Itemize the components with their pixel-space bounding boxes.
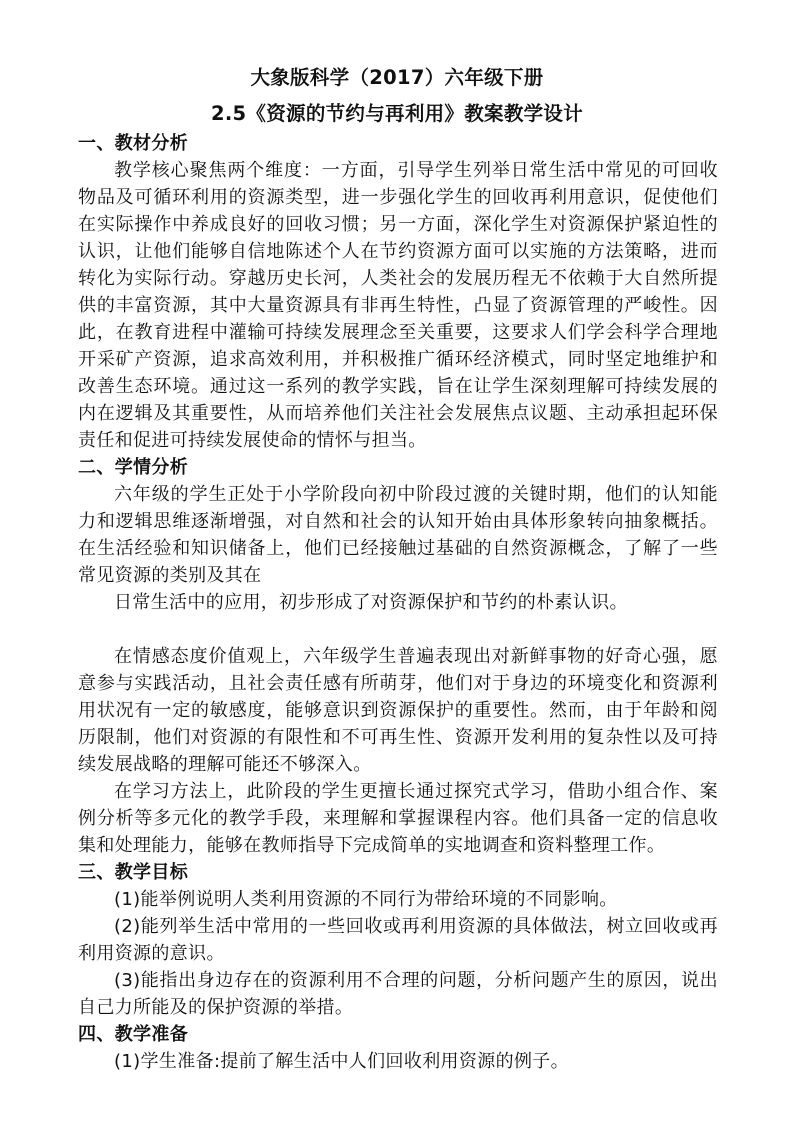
objective-item: (2)能列举生活中常用的一些回收或再利用资源的具体做法，树立回收或再利用资源的意识。 <box>78 916 718 964</box>
document-subtitle: 2.5《资源的节约与再利用》教案教学设计 <box>210 102 584 125</box>
section-heading-learner-analysis: 二、学情分析 <box>78 457 189 478</box>
section-heading-teaching-preparation: 四、教学准备 <box>78 1024 189 1045</box>
objective-item: (3)能指出身边存在的资源利用不合理的问题，分析问题产生的原因，说出自己力所能及的保护资源的举措。 <box>78 970 718 1018</box>
paragraph: 教学核心聚焦两个维度：一方面，引导学生列举日常生活中常见的可回收物品及可循环利用的资源类型，进一步强化学生的回收再利用意识，促使他们在实际操作中养成良好的回收习惯；另一方面，深化学生对资源保护紧迫性的认识，让他们能够自信地陈述个人在节约资源方面可以实施的方法策略，进而转化为实际行动。穿越历史长河，人类社会的发展历程无不依赖于大自然所提供的丰富资源，其中大量资源具有非再生特性，凸显了资源管理的严峻性。因此，在教育进程中灌输可持续发展理念至关重要，这要求人们学会科学合理地开采矿产资源，追求高效利用，并积极推广循环经济模式，同时坚定地维护和改善生态环境。通过这一系列的教学实践，旨在让学生深刻理解可持续发展的内在逻辑及其重要性，从而培养他们关注社会发展焦点议题、主动承担起环保责任和促进可持续发展使命的情怀与担当。 <box>78 160 718 451</box>
section-heading-textbook-analysis: 一、教材分析 <box>78 133 189 154</box>
document-body <box>78 130 718 1075</box>
document-title: 大象版科学（2017）六年级下册 <box>250 66 544 89</box>
paragraph: 六年级的学生正处于小学阶段向初中阶段过渡的关键时期，他们的认知能力和逻辑思维逐渐增强，对自然和社会的认知开始由具体形象转向抽象概括。在生活经验和知识储备上，他们已经接触过基础的自然资源概念，了解了一些常见资源的类别及其在 <box>78 484 718 586</box>
section-heading-teaching-goals: 三、教学目标 <box>78 862 189 883</box>
objective-item: (1)能举例说明人类利用资源的不同行为带给环境的不同影响。 <box>114 889 618 910</box>
preparation-item: (1)学生准备:提前了解生活中人们回收利用资源的例子。 <box>114 1051 570 1072</box>
paragraph: 在学习方法上，此阶段的学生更擅长通过探究式学习，借助小组合作、案例分析等多元化的教学手段，来理解和掌握课程内容。他们具备一定的信息收集和处理能力，能够在教师指导下完成简单的实地调查和资料整理工作。 <box>78 781 718 856</box>
paragraph: 在情感态度价值观上，六年级学生普遍表现出对新鲜事物的好奇心强，愿意参与实践活动，且社会责任感有所萌芽，他们对于身边的环境变化和资源利用状况有一定的敏感度，能够意识到资源保护的重要性。然而，由于年龄和阅历限制，他们对资源的有限性和不可再生性、资源开发利用的复杂性以及可持续发展战略的理解可能还不够深入。 <box>78 646 718 775</box>
blank-line <box>78 616 718 643</box>
paragraph: 日常生活中的应用，初步形成了对资源保护和节约的朴素认识。 <box>114 592 628 613</box>
